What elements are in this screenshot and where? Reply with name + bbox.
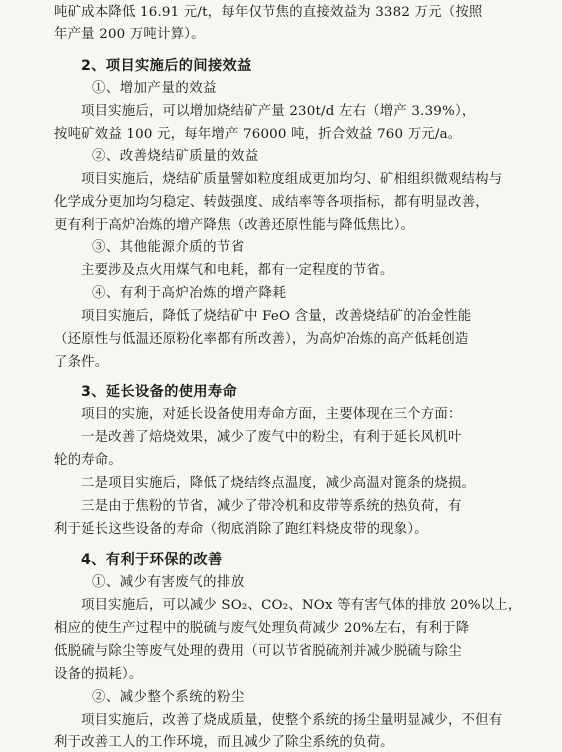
text-line: 低脱硫与除尘等废气处理的费用（可以节省脱硫剂并减少脱硫与除尘 (54, 644, 462, 659)
subsection-heading: ④、有利于高炉冶炼的增产降耗 (92, 286, 287, 301)
subsection-heading: ①、减少有害废气的排放 (92, 575, 245, 590)
text-line: 了条件。 (54, 355, 109, 370)
text-line: 轮的寿命。 (54, 453, 122, 468)
text-line: 二是项目实施后，降低了烧结终点温度，减少高温对篦条的烧损。 (81, 476, 476, 491)
text-line: 利于改善工人的工作环境，而且减少了除尘系统的负荷。 (54, 735, 394, 750)
text-line: 利于延长这些设备的寿命（彻底消除了跑红料烧皮带的现象）。 (54, 522, 428, 537)
text-line: 项目的实施，对延长设备使用寿命方面，主要体现在三个方面： (81, 407, 462, 422)
subsection-heading: ③、其他能源介质的节省 (92, 240, 245, 255)
text-line: 设备的损耗）。 (54, 667, 143, 682)
text-line: 项目实施后，可以减少 SO₂、CO₂、NOx 等有害气体的排放 20%以上， (81, 598, 522, 613)
text-line: （还原性与低温还原粉化率都有所改善），为高炉冶炼的高产低耗创造 (54, 332, 469, 347)
section-heading: 4、有利于环保的改善 (81, 552, 223, 568)
text-line: 化学成分更加均匀稳定、转鼓强度、成结率等各项指标，都有明显改善， (54, 195, 489, 210)
text-line: 项目实施后，降低了烧结矿中 FeO 含量，改善烧结矿的冶金性能 (81, 309, 472, 324)
text-line: 吨矿成本降低 16.91 元/t，每年仅节焦的直接效益为 3382 万元（按照 (54, 5, 483, 20)
text-line: 项目实施后，改善了烧成质量，使整个系统的扬尘量明显减少，不但有 (81, 713, 503, 728)
text-line: 项目实施后，可以增加烧结矿产量 230t/d 左右（增产 3.39%）， (81, 104, 476, 119)
text-line: 更有利于高炉冶炼的增产降焦（改善还原性能与降低焦比）。 (54, 218, 415, 233)
text-line: 相应的使生产过程中的脱硫与废气处理负荷减少 20%左右，有利于降 (54, 621, 470, 636)
text-line: 项目实施后，烧结矿质量譬如粒度组成更加均匀、矿相组织微观结构与 (81, 172, 503, 187)
section-heading: 2、项目实施后的间接效益 (81, 58, 252, 74)
text-line: 年产量 200 万吨计算）。 (54, 27, 205, 42)
subsection-heading: ②、改善烧结矿质量的效益 (92, 149, 259, 164)
text-line: 一是改善了焙烧效果，减少了废气中的粉尘，有利于延长风机叶 (81, 430, 462, 445)
text-line: 主要涉及点火用煤气和电耗，都有一定程度的节省。 (81, 263, 394, 278)
text-line: 三是由于焦粉的节省，减少了带冷机和皮带等系统的热负荷，有 (81, 499, 462, 514)
section-heading: 3、延长设备的使用寿命 (81, 384, 238, 400)
subsection-heading: ①、增加产量的效益 (92, 81, 218, 96)
text-line: 按吨矿效益 100 元，每年增产 76000 吨，折合效益 760 万元/a。 (54, 127, 462, 142)
subsection-heading: ②、减少整个系统的粉尘 (92, 690, 245, 705)
